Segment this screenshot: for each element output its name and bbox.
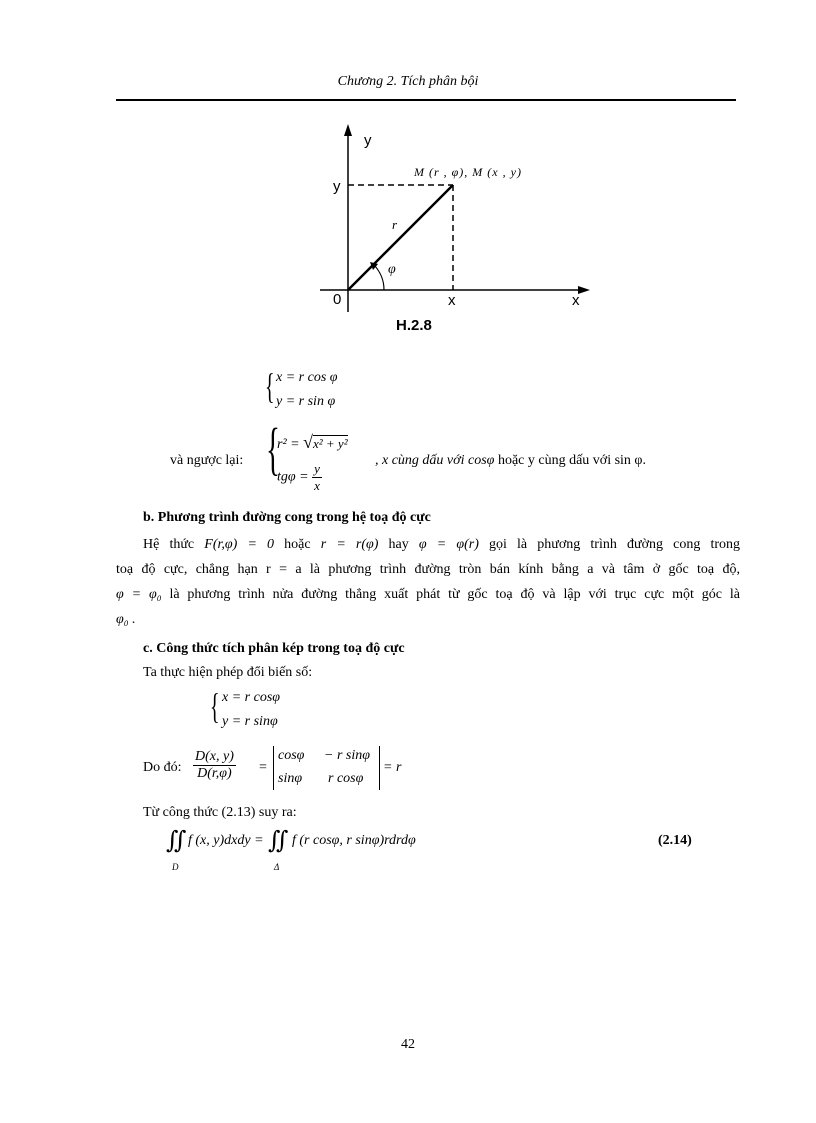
- inverse-frac-num: y: [314, 461, 320, 476]
- origin-label: 0: [333, 291, 342, 308]
- section-b-line2: toạ độ cực, chẳng hạn r = a là phương trình đường tròn bán kính bằng a và tâm ở gốc toạ độ,: [116, 562, 740, 577]
- jacobian-num: D(x, y): [195, 749, 234, 764]
- jacobian-den: D(r,φ): [197, 766, 232, 781]
- matrix-21: sinφ: [278, 771, 303, 786]
- inverse-note: , x cùng dấu với cosφ hoặc y cùng dấu với sin φ.: [375, 453, 647, 468]
- header-rule: [116, 99, 736, 101]
- section-c-heading: c. Công thức tích phân kép trong toạ độ cực: [143, 641, 405, 656]
- inverse-tg-line: [277, 461, 322, 494]
- axis-x-label: x: [572, 292, 580, 309]
- polar-coordinates-figure: [300, 118, 600, 338]
- angle-label: φ: [388, 262, 396, 277]
- inverse-tg: tgφ =: [277, 469, 313, 485]
- page-number: 42: [401, 1037, 415, 1052]
- section-c-intro: Ta thực hiện phép đổi biến số:: [143, 665, 313, 680]
- axis-y-label: y: [364, 132, 372, 149]
- integral-sign-left: ∬: [166, 828, 187, 854]
- integral-left: f (x, y)dxdy =: [188, 833, 264, 848]
- matrix-11: cosφ: [278, 748, 305, 763]
- jacobian-fraction: [193, 749, 236, 782]
- section-b-line3: φ = φ₀ là phương trình nửa đường thẳng xuất phát từ gốc toạ độ và lập với trục cực một góc là: [116, 587, 740, 602]
- integral-right: f (r cosφ, r sinφ)rdrdφ: [292, 833, 416, 848]
- tick-y-label: y: [333, 178, 341, 195]
- radius-segment: [348, 185, 453, 290]
- system2-brace: {: [266, 416, 280, 481]
- system3-line2: y = r sinφ: [222, 714, 278, 729]
- inverse-sqrt-content: x² + y²: [312, 436, 348, 451]
- system1-line2: y = r sin φ: [276, 394, 336, 409]
- system1-line1: x = r cos φ: [276, 370, 338, 385]
- inverse-sin: sin φ.: [614, 453, 647, 468]
- from-formula-text: Từ công thức (2.13) suy ra:: [143, 805, 297, 820]
- page-header: Chương 2. Tích phân bội: [337, 74, 479, 89]
- jacobian-label: Do đó:: [143, 760, 182, 775]
- figure-caption: H.2.8: [396, 317, 432, 334]
- y-axis-arrow: [344, 124, 352, 136]
- section-b-line4: φ₀ .: [116, 612, 136, 627]
- system1-brace: {: [265, 366, 275, 406]
- jacobian-result: = r: [383, 760, 402, 775]
- matrix-22: r cosφ: [328, 771, 364, 786]
- inverse-cos: cosφ: [468, 453, 495, 468]
- sqrt-sign: √: [303, 432, 313, 452]
- equation-number: (2.14): [658, 833, 692, 848]
- point-label: M (r , φ), M (x , y): [414, 165, 522, 179]
- radius-label: r: [392, 217, 398, 232]
- section-b-line1: Hệ thức F(r,φ) = 0 hoặc r = r(φ) hay φ = φ(r) gọi là phương trình đường cong trong: [143, 537, 741, 552]
- system3-brace: {: [210, 686, 220, 726]
- system3-line1: x = r cosφ: [222, 690, 281, 705]
- inverse-frac-den: x: [314, 478, 320, 493]
- tick-x-label: x: [448, 292, 456, 309]
- domain-delta: Δ: [274, 862, 280, 872]
- jacobian-eq: =: [259, 760, 267, 775]
- inverse-r2: r² =: [277, 437, 304, 452]
- domain-d: D: [172, 862, 179, 872]
- inverse-r2-line: [277, 432, 348, 453]
- inverse-intro: và ngược lại:: [170, 453, 244, 468]
- integral-sign-right: ∬: [268, 828, 289, 854]
- matrix-12: − r sinφ: [324, 748, 370, 763]
- x-axis-arrow: [578, 286, 590, 294]
- section-b-heading: b. Phương trình đường cong trong hệ toạ độ cực: [143, 510, 431, 525]
